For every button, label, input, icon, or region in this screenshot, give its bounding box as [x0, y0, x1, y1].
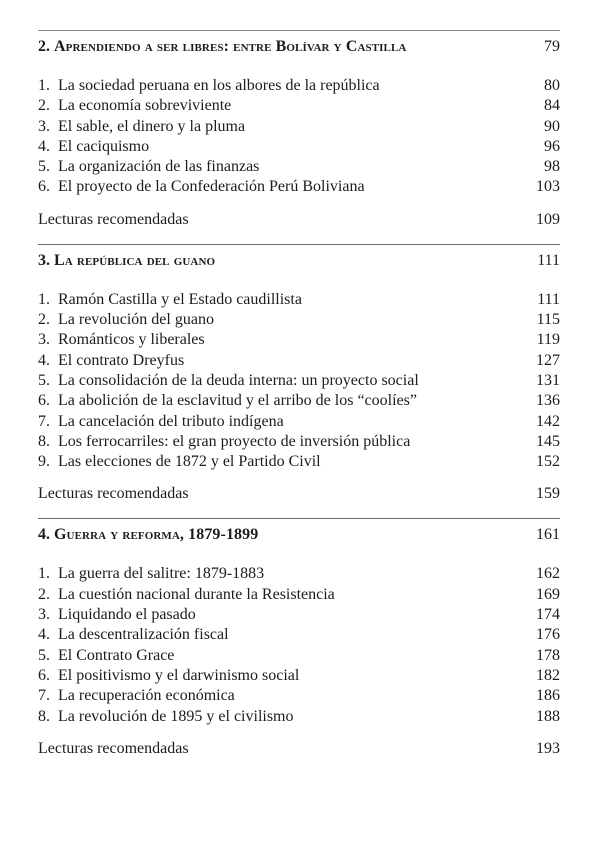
entry-page-number: 131 — [536, 371, 560, 389]
entry-page-number: 119 — [536, 331, 560, 349]
entry-title: Románticos y liberales — [58, 331, 205, 349]
entry-page-number: 152 — [536, 453, 560, 471]
entry-title: El positivismo y el darwinismo social — [58, 666, 300, 684]
chapter-number: 4. — [38, 526, 50, 544]
entry-number: 9. — [38, 453, 50, 471]
entry-title: Liquidando el pasado — [58, 606, 196, 624]
toc-entry — [38, 137, 560, 157]
entry-title: El Contrato Grace — [58, 646, 175, 664]
chapter-page-number: 161 — [536, 526, 560, 544]
entry-title: La recuperación económica — [58, 687, 235, 705]
chapter-title: La república del guano — [54, 251, 216, 269]
toc-entry — [38, 157, 560, 177]
entry-page-number: 111 — [537, 290, 560, 308]
entry-page-number: 84 — [544, 97, 560, 115]
chapter-label — [38, 251, 215, 271]
toc-entry — [38, 351, 560, 371]
toc-entry — [38, 412, 560, 432]
toc-entry — [38, 707, 560, 727]
recommended-readings — [38, 484, 560, 504]
chapter-label — [38, 37, 406, 57]
toc-entry — [38, 310, 560, 330]
entry-number: 7. — [38, 687, 50, 705]
entry-list — [38, 290, 560, 473]
toc-entry — [38, 117, 560, 137]
entry-number: 8. — [38, 707, 50, 725]
toc-entry — [38, 564, 560, 584]
entry-number: 4. — [38, 351, 50, 369]
toc-entry — [38, 666, 560, 686]
entry-page-number: 162 — [536, 565, 560, 583]
readings-page-number: 193 — [536, 739, 560, 757]
readings-label: Lecturas recomendadas — [38, 485, 189, 503]
chapter-page-number: 111 — [537, 251, 560, 269]
entry-title: Los ferrocarriles: el gran proyecto de inversión pública — [58, 432, 411, 450]
entry-number: 6. — [38, 178, 50, 196]
entry-title: La revolución del guano — [58, 311, 214, 329]
entry-number: 6. — [38, 666, 50, 684]
entry-list — [38, 564, 560, 726]
entry-title: El caciquismo — [58, 137, 150, 155]
entry-title: La descentralización fiscal — [58, 626, 229, 644]
chapter-title: Guerra y reforma, 1879-1899 — [54, 526, 259, 544]
toc-entry — [38, 330, 560, 350]
toc-entry — [38, 391, 560, 411]
entry-number: 3. — [38, 117, 50, 135]
toc-entry — [38, 625, 560, 645]
entry-number: 2. — [38, 585, 50, 603]
chapter-heading — [38, 518, 560, 545]
readings-label: Lecturas recomendadas — [38, 210, 189, 228]
entry-number: 2. — [38, 97, 50, 115]
entry-title: La cancelación del tributo indígena — [58, 412, 284, 430]
entry-list — [38, 76, 560, 198]
entry-number: 7. — [38, 412, 50, 430]
entry-title: La economía sobreviviente — [58, 97, 232, 115]
entry-page-number: 176 — [536, 626, 560, 644]
recommended-readings — [38, 210, 560, 230]
entry-page-number: 142 — [536, 412, 560, 430]
entry-page-number: 103 — [536, 178, 560, 196]
toc-entry — [38, 605, 560, 625]
entry-page-number: 98 — [544, 158, 560, 176]
chapter-title: Aprendiendo a ser libres: entre Bolívar y Castilla — [54, 38, 407, 55]
chapter-label — [38, 525, 258, 545]
toc-entry — [38, 177, 560, 197]
toc-entry — [38, 371, 560, 391]
toc-entry — [38, 585, 560, 605]
entry-title: El contrato Dreyfus — [58, 351, 185, 369]
entry-page-number: 145 — [536, 432, 560, 450]
entry-page-number: 80 — [544, 77, 560, 94]
entry-number: 5. — [38, 646, 50, 664]
entry-number: 3. — [38, 331, 50, 349]
toc-entry — [38, 452, 560, 472]
entry-title: El sable, el dinero y la pluma — [58, 117, 246, 135]
readings-page-number: 159 — [536, 485, 560, 503]
chapter-number: 3. — [38, 251, 50, 269]
chapter-heading — [38, 30, 560, 57]
readings-page-number: 109 — [536, 210, 560, 228]
toc-entry — [38, 76, 560, 96]
entry-title: La cuestión nacional durante la Resistencia — [58, 585, 335, 603]
entry-title: La abolición de la esclavitud y el arribo de los “coolíes” — [58, 392, 417, 410]
toc-entry — [38, 96, 560, 116]
entry-page-number: 127 — [536, 351, 560, 369]
entry-title: La organización de las finanzas — [58, 158, 260, 176]
entry-number: 3. — [38, 606, 50, 624]
entry-page-number: 169 — [536, 585, 560, 603]
toc-entry — [38, 686, 560, 706]
entry-number: 8. — [38, 432, 50, 450]
entry-page-number: 174 — [536, 606, 560, 624]
entry-number: 1. — [38, 565, 50, 583]
entry-page-number: 178 — [536, 646, 560, 664]
entry-title: Ramón Castilla y el Estado caudillista — [58, 290, 302, 308]
chapter-number: 2. — [38, 38, 50, 55]
entry-title: Las elecciones de 1872 y el Partido Civil — [58, 453, 321, 471]
entry-number: 1. — [38, 290, 50, 308]
toc-entry — [38, 646, 560, 666]
entry-title: La guerra del salitre: 1879-1883 — [58, 565, 265, 583]
entry-page-number: 115 — [536, 311, 560, 329]
entry-title: El proyecto de la Confederación Perú Boliviana — [58, 178, 365, 196]
entry-title: La revolución de 1895 y el civilismo — [58, 707, 294, 725]
toc-entry — [38, 432, 560, 452]
entry-page-number: 136 — [536, 392, 560, 410]
entry-page-number: 188 — [536, 707, 560, 725]
chapter-heading — [38, 244, 560, 271]
entry-number: 5. — [38, 371, 50, 389]
entry-page-number: 186 — [536, 687, 560, 705]
entry-number: 5. — [38, 158, 50, 176]
entry-number: 6. — [38, 392, 50, 410]
readings-label: Lecturas recomendadas — [38, 739, 189, 757]
entry-page-number: 90 — [544, 117, 560, 135]
entry-title: La sociedad peruana en los albores de la república — [58, 77, 380, 94]
entry-number: 1. — [38, 77, 50, 94]
recommended-readings — [38, 739, 560, 759]
chapter-page-number: 79 — [544, 38, 560, 55]
entry-number: 4. — [38, 137, 50, 155]
entry-number: 4. — [38, 626, 50, 644]
entry-page-number: 182 — [536, 666, 560, 684]
entry-page-number: 96 — [544, 137, 560, 155]
toc-entry — [38, 290, 560, 310]
entry-number: 2. — [38, 311, 50, 329]
table-of-contents — [38, 30, 560, 773]
entry-title: La consolidación de la deuda interna: un proyecto social — [58, 371, 419, 389]
